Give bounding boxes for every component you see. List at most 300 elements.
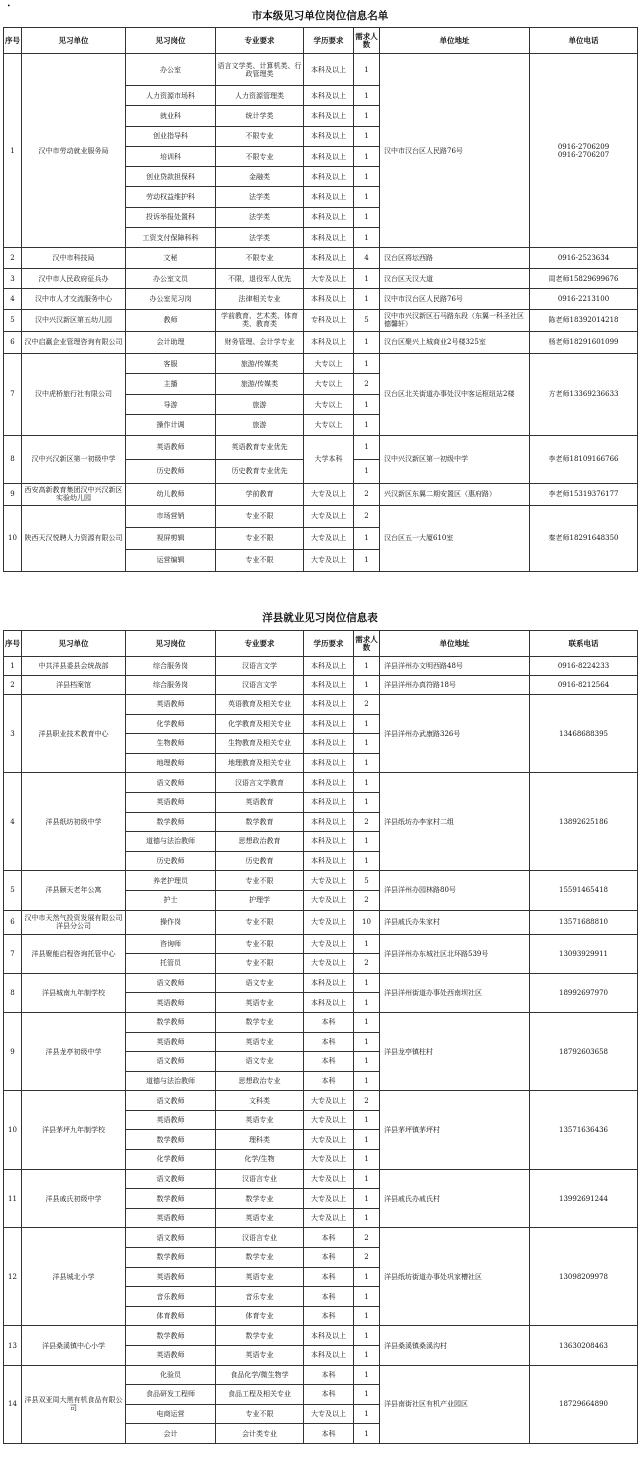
major-requirement: 旅游 bbox=[216, 394, 304, 415]
job-title: 语文教师 bbox=[126, 773, 216, 793]
unit-address: 洋县桑溪镇桑溪沟村 bbox=[380, 1326, 530, 1365]
job-title: 劳动权益维护科 bbox=[126, 187, 216, 207]
education-requirement: 本科及以上 bbox=[304, 695, 354, 715]
header-row bbox=[4, 28, 638, 54]
headcount: 1 bbox=[354, 1150, 380, 1170]
job-title: 英语教师 bbox=[126, 1267, 216, 1287]
unit-name: 汉中市人才交流服务中心 bbox=[22, 289, 126, 310]
unit-name: 汉中市人民政府征兵办 bbox=[22, 268, 126, 289]
major-requirement: 英语专业 bbox=[216, 1110, 304, 1130]
major-requirement: 英语教育 bbox=[216, 792, 304, 812]
unit-phone: 18992697970 bbox=[530, 973, 638, 1012]
unit-phone: 13571688810 bbox=[530, 910, 638, 934]
major-requirement: 数学专业 bbox=[216, 1189, 304, 1209]
major-requirement: 语言文学类、计算机类、行政管理类 bbox=[216, 54, 304, 86]
job-title: 操作计调 bbox=[126, 415, 216, 436]
education-requirement: 本科及以上 bbox=[304, 106, 354, 126]
job-title: 托管员 bbox=[126, 954, 216, 974]
education-requirement: 专科及以上 bbox=[304, 309, 354, 331]
job-title: 导游 bbox=[126, 394, 216, 415]
major-requirement: 语文专业 bbox=[216, 1052, 304, 1072]
header-count: 需求人数 bbox=[354, 28, 380, 54]
headcount: 1 bbox=[354, 1012, 380, 1032]
headcount: 1 bbox=[354, 1287, 380, 1307]
education-requirement: 本科及以上 bbox=[304, 187, 354, 207]
education-requirement: 本科及以上 bbox=[304, 832, 354, 852]
table-row bbox=[4, 695, 638, 715]
headcount: 1 bbox=[354, 1052, 380, 1072]
education-requirement: 本科及以上 bbox=[304, 289, 354, 310]
education-requirement: 大专及以上 bbox=[304, 1169, 354, 1189]
job-title: 会计 bbox=[126, 1424, 216, 1444]
major-requirement: 数学专业 bbox=[216, 1012, 304, 1032]
education-requirement: 本科及以上 bbox=[304, 331, 354, 353]
major-requirement: 学前教育 bbox=[216, 483, 304, 505]
education-requirement: 大专及以上 bbox=[304, 1150, 354, 1170]
unit-name: 洋县双亚周大黑有机食品有限公司 bbox=[22, 1365, 126, 1443]
headcount: 1 bbox=[354, 1346, 380, 1366]
headcount: 2 bbox=[354, 1091, 380, 1111]
education-requirement: 本科及以上 bbox=[304, 676, 354, 695]
row-number: 6 bbox=[4, 331, 22, 353]
headcount: 1 bbox=[354, 934, 380, 954]
job-title: 市场营销 bbox=[126, 505, 216, 527]
headcount: 1 bbox=[354, 549, 380, 571]
job-title: 道德与法治教师 bbox=[126, 832, 216, 852]
major-requirement: 专业不限 bbox=[216, 549, 304, 571]
job-title: 数学教师 bbox=[126, 1189, 216, 1209]
major-requirement: 旅游 bbox=[216, 415, 304, 436]
table-row bbox=[4, 934, 638, 954]
major-requirement: 理科类 bbox=[216, 1130, 304, 1150]
row-number: 13 bbox=[4, 1326, 22, 1365]
major-requirement: 数学专业 bbox=[216, 1248, 304, 1268]
table2-title: 洋县就业见习岗位信息表 bbox=[262, 612, 378, 624]
job-title: 养老护理员 bbox=[126, 871, 216, 891]
education-requirement: 本科及以上 bbox=[304, 734, 354, 754]
education-requirement: 本科 bbox=[304, 1248, 354, 1268]
unit-phone: 0916-2213100 bbox=[530, 289, 638, 310]
unit-name: 中共洋县委县会统战部 bbox=[22, 657, 126, 676]
education-requirement: 大专及以上 bbox=[304, 890, 354, 910]
headcount: 1 bbox=[354, 289, 380, 310]
table-row bbox=[4, 676, 638, 695]
major-requirement: 汉语言专业 bbox=[216, 1228, 304, 1248]
headcount: 2 bbox=[354, 505, 380, 527]
major-requirement: 法学类 bbox=[216, 207, 304, 227]
education-requirement: 本科及以上 bbox=[304, 753, 354, 773]
headcount: 1 bbox=[354, 1306, 380, 1326]
job-title: 英语教师 bbox=[126, 792, 216, 812]
education-requirement: 本科 bbox=[304, 1306, 354, 1326]
major-requirement: 学前教育、艺术类、体育类、教育类 bbox=[216, 309, 304, 331]
headcount: 1 bbox=[354, 1365, 380, 1385]
major-requirement: 法学类 bbox=[216, 228, 304, 248]
row-number: 2 bbox=[4, 248, 22, 269]
headcount: 1 bbox=[354, 1189, 380, 1209]
education-requirement: 本科及以上 bbox=[304, 248, 354, 269]
corner-mark: • bbox=[7, 3, 11, 10]
education-requirement: 本科 bbox=[304, 1071, 354, 1091]
unit-name: 洋县龙亭初级中学 bbox=[22, 1012, 126, 1090]
education-requirement: 大专及以上 bbox=[304, 1130, 354, 1150]
table-row bbox=[4, 309, 638, 331]
major-requirement: 地理教育及相关专业 bbox=[216, 753, 304, 773]
table-row bbox=[4, 973, 638, 993]
job-title: 数学教师 bbox=[126, 1130, 216, 1150]
unit-address: 汉中兴汉新区第一初级中学 bbox=[380, 435, 530, 483]
job-title: 数学教师 bbox=[126, 1326, 216, 1346]
education-requirement: 本科 bbox=[304, 1052, 354, 1072]
unit-name: 洋县城北小学 bbox=[22, 1228, 126, 1326]
major-requirement: 法学类 bbox=[216, 187, 304, 207]
major-requirement: 英语教育专业优先 bbox=[216, 435, 304, 459]
headcount: 1 bbox=[354, 167, 380, 187]
job-title: 幼儿教师 bbox=[126, 483, 216, 505]
headcount: 2 bbox=[354, 1248, 380, 1268]
table-row bbox=[4, 483, 638, 505]
job-title: 食品研发工程师 bbox=[126, 1385, 216, 1405]
major-requirement: 不限专业 bbox=[216, 126, 304, 146]
row-number: 1 bbox=[4, 54, 22, 248]
major-requirement: 专业不限 bbox=[216, 527, 304, 549]
headcount: 1 bbox=[354, 207, 380, 227]
unit-name: 洋县戚氏初级中学 bbox=[22, 1169, 126, 1228]
table-row bbox=[4, 1228, 638, 1248]
unit-phone: 李老师18109166766 bbox=[530, 435, 638, 483]
row-number: 4 bbox=[4, 773, 22, 871]
major-requirement: 食品工程及相关专业 bbox=[216, 1385, 304, 1405]
headcount: 1 bbox=[354, 1424, 380, 1444]
job-title: 体育教师 bbox=[126, 1306, 216, 1326]
job-title: 生物教师 bbox=[126, 734, 216, 754]
unit-phone: 13892625186 bbox=[530, 773, 638, 871]
job-title: 办公室见习岗 bbox=[126, 289, 216, 310]
unit-address: 洋县龙亭镇柱村 bbox=[380, 1012, 530, 1090]
education-requirement: 大专及以上 bbox=[304, 527, 354, 549]
major-requirement: 食品化学/微生物学 bbox=[216, 1365, 304, 1385]
unit-name: 洋县颐天老年公寓 bbox=[22, 871, 126, 910]
header-unit: 见习单位 bbox=[22, 631, 126, 657]
unit-name: 洋县职业技术教育中心 bbox=[22, 695, 126, 773]
headcount: 1 bbox=[354, 353, 380, 374]
table-row bbox=[4, 289, 638, 310]
table-row bbox=[4, 353, 638, 374]
job-title: 综合服务岗 bbox=[126, 657, 216, 676]
job-title: 英语教师 bbox=[126, 993, 216, 1013]
job-title: 语文教师 bbox=[126, 973, 216, 993]
headcount: 1 bbox=[354, 993, 380, 1013]
job-title: 英语教师 bbox=[126, 435, 216, 459]
job-title: 护士 bbox=[126, 890, 216, 910]
row-number: 12 bbox=[4, 1228, 22, 1326]
major-requirement: 生物教育及相关专业 bbox=[216, 734, 304, 754]
unit-phone: 13630208463 bbox=[530, 1326, 638, 1365]
unit-name: 汉中启赢企业管理咨询有限公司 bbox=[22, 331, 126, 353]
education-requirement: 本科及以上 bbox=[304, 773, 354, 793]
header-no: 序号 bbox=[4, 28, 22, 54]
unit-phone: 陈老师18392014218 bbox=[530, 309, 638, 331]
headcount: 1 bbox=[354, 832, 380, 852]
unit-name: 汉中兴汉新区第五幼儿园 bbox=[22, 309, 126, 331]
unit-phone: 13992691244 bbox=[530, 1169, 638, 1228]
row-number: 8 bbox=[4, 435, 22, 483]
table1 bbox=[3, 27, 638, 572]
education-requirement: 大专及以上 bbox=[304, 1091, 354, 1111]
major-requirement: 英语教育及相关专业 bbox=[216, 695, 304, 715]
unit-address: 洋县洋州办武康路326号 bbox=[380, 695, 530, 773]
major-requirement: 法律相关专业 bbox=[216, 289, 304, 310]
education-requirement: 本科 bbox=[304, 1032, 354, 1052]
job-title: 办公室 bbox=[126, 54, 216, 86]
major-requirement: 英语专业 bbox=[216, 1267, 304, 1287]
table-row bbox=[4, 1091, 638, 1111]
headcount: 1 bbox=[354, 1032, 380, 1052]
header-job: 见习岗位 bbox=[126, 631, 216, 657]
unit-address: 汉台区天汉大道 bbox=[380, 268, 530, 289]
row-number: 2 bbox=[4, 676, 22, 695]
job-title: 客服 bbox=[126, 353, 216, 374]
unit-address: 汉台区五一大厦610室 bbox=[380, 505, 530, 571]
unit-phone: 李老师15319376177 bbox=[530, 483, 638, 505]
job-title: 英语教师 bbox=[126, 1346, 216, 1366]
job-title: 历史教师 bbox=[126, 851, 216, 871]
education-requirement: 本科及以上 bbox=[304, 657, 354, 676]
major-requirement: 不限，退役军人优先 bbox=[216, 268, 304, 289]
headcount: 1 bbox=[354, 331, 380, 353]
row-number: 6 bbox=[4, 910, 22, 934]
unit-name: 西安高新教育集团汉中兴汉新区实验幼儿园 bbox=[22, 483, 126, 505]
header-unit: 见习单位 bbox=[22, 28, 126, 54]
education-requirement: 本科及以上 bbox=[304, 792, 354, 812]
unit-phone: 0916-2706209 0916-2706207 bbox=[530, 54, 638, 248]
row-number: 3 bbox=[4, 695, 22, 773]
unit-address: 洋县纸坊办李家村二组 bbox=[380, 773, 530, 871]
headcount: 1 bbox=[354, 851, 380, 871]
unit-name: 洋县档案馆 bbox=[22, 676, 126, 695]
major-requirement: 不限专业 bbox=[216, 248, 304, 269]
table-row bbox=[4, 1365, 638, 1385]
header-edu: 学历要求 bbox=[304, 28, 354, 54]
row-number: 14 bbox=[4, 1365, 22, 1443]
job-title: 咨询师 bbox=[126, 934, 216, 954]
table-row bbox=[4, 331, 638, 353]
major-requirement: 专业不限 bbox=[216, 505, 304, 527]
major-requirement: 护理学 bbox=[216, 890, 304, 910]
headcount: 2 bbox=[354, 374, 380, 395]
job-title: 化学教师 bbox=[126, 714, 216, 734]
job-title: 会计助理 bbox=[126, 331, 216, 353]
education-requirement: 本科及以上 bbox=[304, 714, 354, 734]
unit-address: 汉台区聚兴上城商业2号楼325室 bbox=[380, 331, 530, 353]
education-requirement: 本科 bbox=[304, 1012, 354, 1032]
row-number: 10 bbox=[4, 1091, 22, 1169]
job-title: 教师 bbox=[126, 309, 216, 331]
header-count: 需求人数 bbox=[354, 631, 380, 657]
unit-address: 洋县洋州办文明西路48号 bbox=[380, 657, 530, 676]
unit-phone: 13093929911 bbox=[530, 934, 638, 973]
headcount: 1 bbox=[354, 1130, 380, 1150]
headcount: 1 bbox=[354, 527, 380, 549]
education-requirement: 本科及以上 bbox=[304, 126, 354, 146]
major-requirement: 英语专业 bbox=[216, 1208, 304, 1228]
headcount: 1 bbox=[354, 1169, 380, 1189]
table-row bbox=[4, 910, 638, 934]
job-title: 办公室文员 bbox=[126, 268, 216, 289]
unit-name: 汉中虎桥旅行社有限公司 bbox=[22, 353, 126, 435]
unit-name: 汉中市科技局 bbox=[22, 248, 126, 269]
education-requirement: 大专及以上 bbox=[304, 1189, 354, 1209]
education-requirement: 本科及以上 bbox=[304, 207, 354, 227]
job-title: 英语教师 bbox=[126, 1110, 216, 1130]
education-requirement: 大专及以上 bbox=[304, 954, 354, 974]
job-title: 语文教师 bbox=[126, 1052, 216, 1072]
row-number: 4 bbox=[4, 289, 22, 310]
education-requirement: 大专以上 bbox=[304, 415, 354, 436]
education-requirement: 本科 bbox=[304, 1424, 354, 1444]
major-requirement: 体育专业 bbox=[216, 1306, 304, 1326]
education-requirement: 大专及以上 bbox=[304, 1404, 354, 1424]
row-number: 8 bbox=[4, 973, 22, 1012]
education-requirement: 大专及以上 bbox=[304, 934, 354, 954]
education-requirement: 本科及以上 bbox=[304, 812, 354, 832]
unit-phone: 0916-8224233 bbox=[530, 657, 638, 676]
row-number: 10 bbox=[4, 505, 22, 571]
job-title: 英语教师 bbox=[126, 1032, 216, 1052]
major-requirement: 专业不限 bbox=[216, 954, 304, 974]
table-row bbox=[4, 657, 638, 676]
job-title: 语文教师 bbox=[126, 1091, 216, 1111]
headcount: 5 bbox=[354, 871, 380, 891]
unit-name: 洋县城南九年制学校 bbox=[22, 973, 126, 1012]
job-title: 主播 bbox=[126, 374, 216, 395]
major-requirement: 人力资源管理类 bbox=[216, 86, 304, 106]
major-requirement: 思想政治教育 bbox=[216, 832, 304, 852]
education-requirement: 大专以上 bbox=[304, 353, 354, 374]
unit-phone: 18792603658 bbox=[530, 1012, 638, 1090]
headcount: 1 bbox=[354, 973, 380, 993]
table-row bbox=[4, 773, 638, 793]
headcount: 1 bbox=[354, 268, 380, 289]
unit-address: 兴汉新区东翼二期安置区（惠府路） bbox=[380, 483, 530, 505]
job-title: 英语教师 bbox=[126, 695, 216, 715]
major-requirement: 英语专业 bbox=[216, 1346, 304, 1366]
major-requirement: 汉语言专业 bbox=[216, 1169, 304, 1189]
major-requirement: 不限专业 bbox=[216, 146, 304, 166]
major-requirement: 财务管理、会计学专业 bbox=[216, 331, 304, 353]
headcount: 5 bbox=[354, 309, 380, 331]
education-requirement: 本科及以上 bbox=[304, 86, 354, 106]
major-requirement: 专业不限 bbox=[216, 871, 304, 891]
unit-address: 洋县纸坊街道办事处巩家槽社区 bbox=[380, 1228, 530, 1326]
education-requirement: 大专及以上 bbox=[304, 268, 354, 289]
headcount: 1 bbox=[354, 126, 380, 146]
education-requirement: 大学本科 bbox=[304, 435, 354, 483]
unit-address: 洋县洋州街道办事处西南坝社区 bbox=[380, 973, 530, 1012]
headcount: 2 bbox=[354, 954, 380, 974]
headcount: 1 bbox=[354, 146, 380, 166]
headcount: 4 bbox=[354, 248, 380, 269]
major-requirement: 数学教育 bbox=[216, 812, 304, 832]
unit-address: 洋县南街社区有机产业园区 bbox=[380, 1365, 530, 1443]
row-number: 9 bbox=[4, 1012, 22, 1090]
job-title: 数学教师 bbox=[126, 1012, 216, 1032]
table-row bbox=[4, 435, 638, 459]
major-requirement: 汉语言文学教育 bbox=[216, 773, 304, 793]
education-requirement: 本科及以上 bbox=[304, 167, 354, 187]
unit-phone: 0916-8212564 bbox=[530, 676, 638, 695]
major-requirement: 汉语言文学 bbox=[216, 676, 304, 695]
major-requirement: 英语专业 bbox=[216, 993, 304, 1013]
row-number: 9 bbox=[4, 483, 22, 505]
table-row bbox=[4, 1169, 638, 1189]
job-title: 工资支付保障科科 bbox=[126, 228, 216, 248]
job-title: 操作岗 bbox=[126, 910, 216, 934]
education-requirement: 大专以上 bbox=[304, 374, 354, 395]
education-requirement: 大专及以上 bbox=[304, 549, 354, 571]
row-number: 1 bbox=[4, 657, 22, 676]
table-row bbox=[4, 248, 638, 269]
header-no: 序号 bbox=[4, 631, 22, 657]
header-row bbox=[4, 631, 638, 657]
table2 bbox=[3, 630, 638, 1444]
education-requirement: 本科及以上 bbox=[304, 1326, 354, 1346]
headcount: 1 bbox=[354, 734, 380, 754]
unit-name: 汉中兴汉新区第一初级中学 bbox=[22, 435, 126, 483]
job-title: 数学教师 bbox=[126, 1248, 216, 1268]
unit-phone: 0916-2523634 bbox=[530, 248, 638, 269]
headcount: 2 bbox=[354, 483, 380, 505]
table-row bbox=[4, 1326, 638, 1346]
unit-name: 汉中市劳动就业服务局 bbox=[22, 54, 126, 248]
education-requirement: 大专及以上 bbox=[304, 1208, 354, 1228]
table-row bbox=[4, 1012, 638, 1032]
unit-address: 洋县洋州办东城社区北环路539号 bbox=[380, 934, 530, 973]
unit-address: 洋县戚氏办戚氏村 bbox=[380, 1169, 530, 1228]
headcount: 1 bbox=[354, 86, 380, 106]
unit-address: 汉中市汉台区人民路76号 bbox=[380, 54, 530, 248]
education-requirement: 大专及以上 bbox=[304, 483, 354, 505]
job-title: 语文教师 bbox=[126, 1169, 216, 1189]
education-requirement: 本科 bbox=[304, 1228, 354, 1248]
headcount: 1 bbox=[354, 1385, 380, 1405]
headcount: 1 bbox=[354, 753, 380, 773]
major-requirement: 专业不限 bbox=[216, 1404, 304, 1424]
job-title: 化验员 bbox=[126, 1365, 216, 1385]
job-title: 就业科 bbox=[126, 106, 216, 126]
major-requirement: 思想政治专业 bbox=[216, 1071, 304, 1091]
headcount: 2 bbox=[354, 812, 380, 832]
major-requirement: 历史教育专业优先 bbox=[216, 459, 304, 483]
unit-phone: 15591465418 bbox=[530, 871, 638, 910]
table-row bbox=[4, 505, 638, 527]
table-row bbox=[4, 268, 638, 289]
job-title: 视屏剪辑 bbox=[126, 527, 216, 549]
major-requirement: 化学/生物 bbox=[216, 1150, 304, 1170]
unit-name: 洋县纸坊初级中学 bbox=[22, 773, 126, 871]
education-requirement: 大专及以上 bbox=[304, 871, 354, 891]
headcount: 10 bbox=[354, 910, 380, 934]
headcount: 2 bbox=[354, 695, 380, 715]
row-number: 5 bbox=[4, 309, 22, 331]
education-requirement: 大专及以上 bbox=[304, 505, 354, 527]
header-job: 见习岗位 bbox=[126, 28, 216, 54]
unit-address: 洋县戚氏办朱家村 bbox=[380, 910, 530, 934]
unit-phone: 13468688395 bbox=[530, 695, 638, 773]
headcount: 1 bbox=[354, 1326, 380, 1346]
major-requirement: 英语专业 bbox=[216, 1032, 304, 1052]
headcount: 1 bbox=[354, 394, 380, 415]
